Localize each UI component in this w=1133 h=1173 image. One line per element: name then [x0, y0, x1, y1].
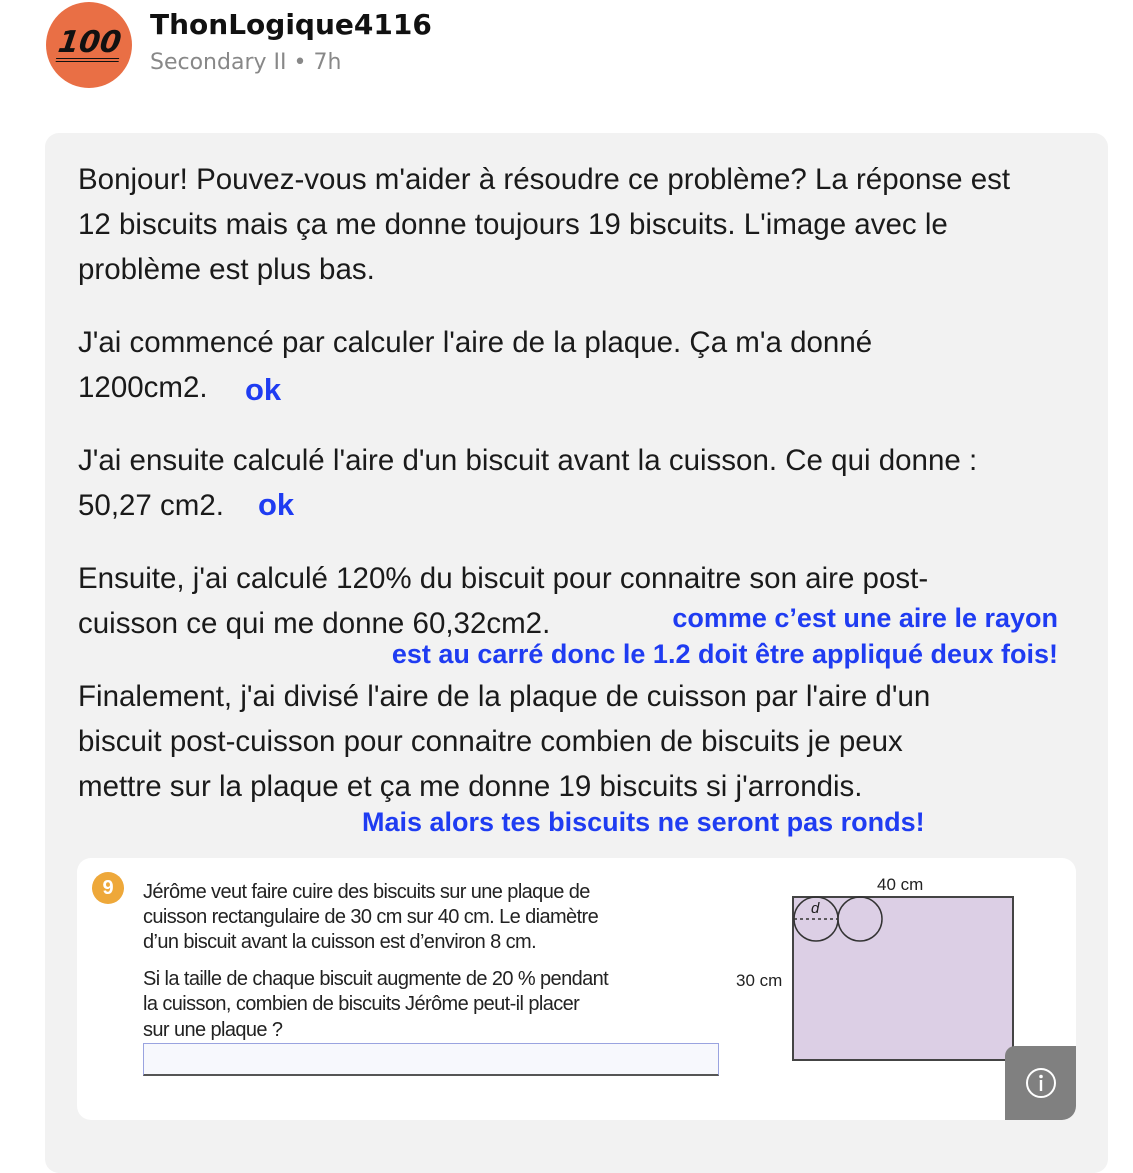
problem-line: la cuisson, combien de biscuits Jérôme peut-il placer — [143, 993, 580, 1015]
annotation-ok: ok — [245, 372, 282, 407]
problem-line: sur une plaque ? — [143, 1019, 283, 1041]
width-label: 40 cm — [877, 875, 924, 894]
body-line: J'ai commencé par calculer l'aire de la plaque. Ça m'a donné — [78, 326, 873, 359]
baking-tray-diagram — [791, 895, 1015, 1063]
avatar[interactable] — [46, 2, 132, 88]
annotation-comment: comme c’est une aire le rayon — [672, 603, 1058, 633]
tray-rectangle — [793, 897, 1013, 1060]
problem-line: d’un biscuit avant la cuisson est d’environ 8 cm. — [143, 931, 537, 953]
annotation-ok: ok — [258, 487, 295, 522]
body-line: mettre sur la plaque et ça me donne 19 biscuits si j'arrondis. — [78, 770, 863, 803]
post-meta: Secondary II • 7h — [150, 50, 342, 75]
hundred-points-emoji: 100 — [55, 25, 124, 60]
body-line: problème est plus bas. — [78, 253, 375, 286]
username[interactable]: ThonLogique4116 — [150, 8, 432, 41]
diameter-label: d — [811, 900, 820, 917]
body-line: 50,27 cm2. — [78, 489, 224, 522]
body-line: 1200cm2. — [78, 371, 208, 404]
answer-field[interactable] — [143, 1043, 719, 1076]
info-button[interactable] — [1005, 1046, 1076, 1120]
problem-line: Jérôme veut faire cuire des biscuits sur une plaque de — [143, 881, 590, 903]
body-line: J'ai ensuite calculé l'aire d'un biscuit avant la cuisson. Ce qui donne : — [78, 444, 978, 477]
annotation-comment: est au carré donc le 1.2 doit être appliqué deux fois! — [391, 639, 1058, 669]
problem-number: 9 — [92, 872, 124, 904]
problem-image — [77, 858, 1076, 1120]
body-line: Bonjour! Pouvez-vous m'aider à résoudre ce problème? La réponse est — [78, 163, 1011, 196]
body-line: Finalement, j'ai divisé l'aire de la plaque de cuisson par l'aire d'un — [78, 680, 931, 713]
body-line: cuisson ce qui me donne 60,32cm2. — [78, 607, 551, 640]
height-label: 30 cm — [736, 971, 783, 990]
body-line: biscuit post-cuisson pour connaitre combien de biscuits je peux — [78, 725, 903, 758]
body-line: Ensuite, j'ai calculé 120% du biscuit pour connaitre son aire post- — [78, 562, 929, 595]
body-line: 12 biscuits mais ça me donne toujours 19 biscuits. L'image avec le — [78, 208, 948, 241]
annotation-comment: Mais alors tes biscuits ne seront pas ronds! — [362, 807, 925, 837]
problem-line: Si la taille de chaque biscuit augmente de 20 % pendant — [143, 968, 609, 990]
problem-line: cuisson rectangulaire de 30 cm sur 40 cm. Le diamètre — [143, 906, 599, 928]
info-icon — [1024, 1066, 1058, 1100]
